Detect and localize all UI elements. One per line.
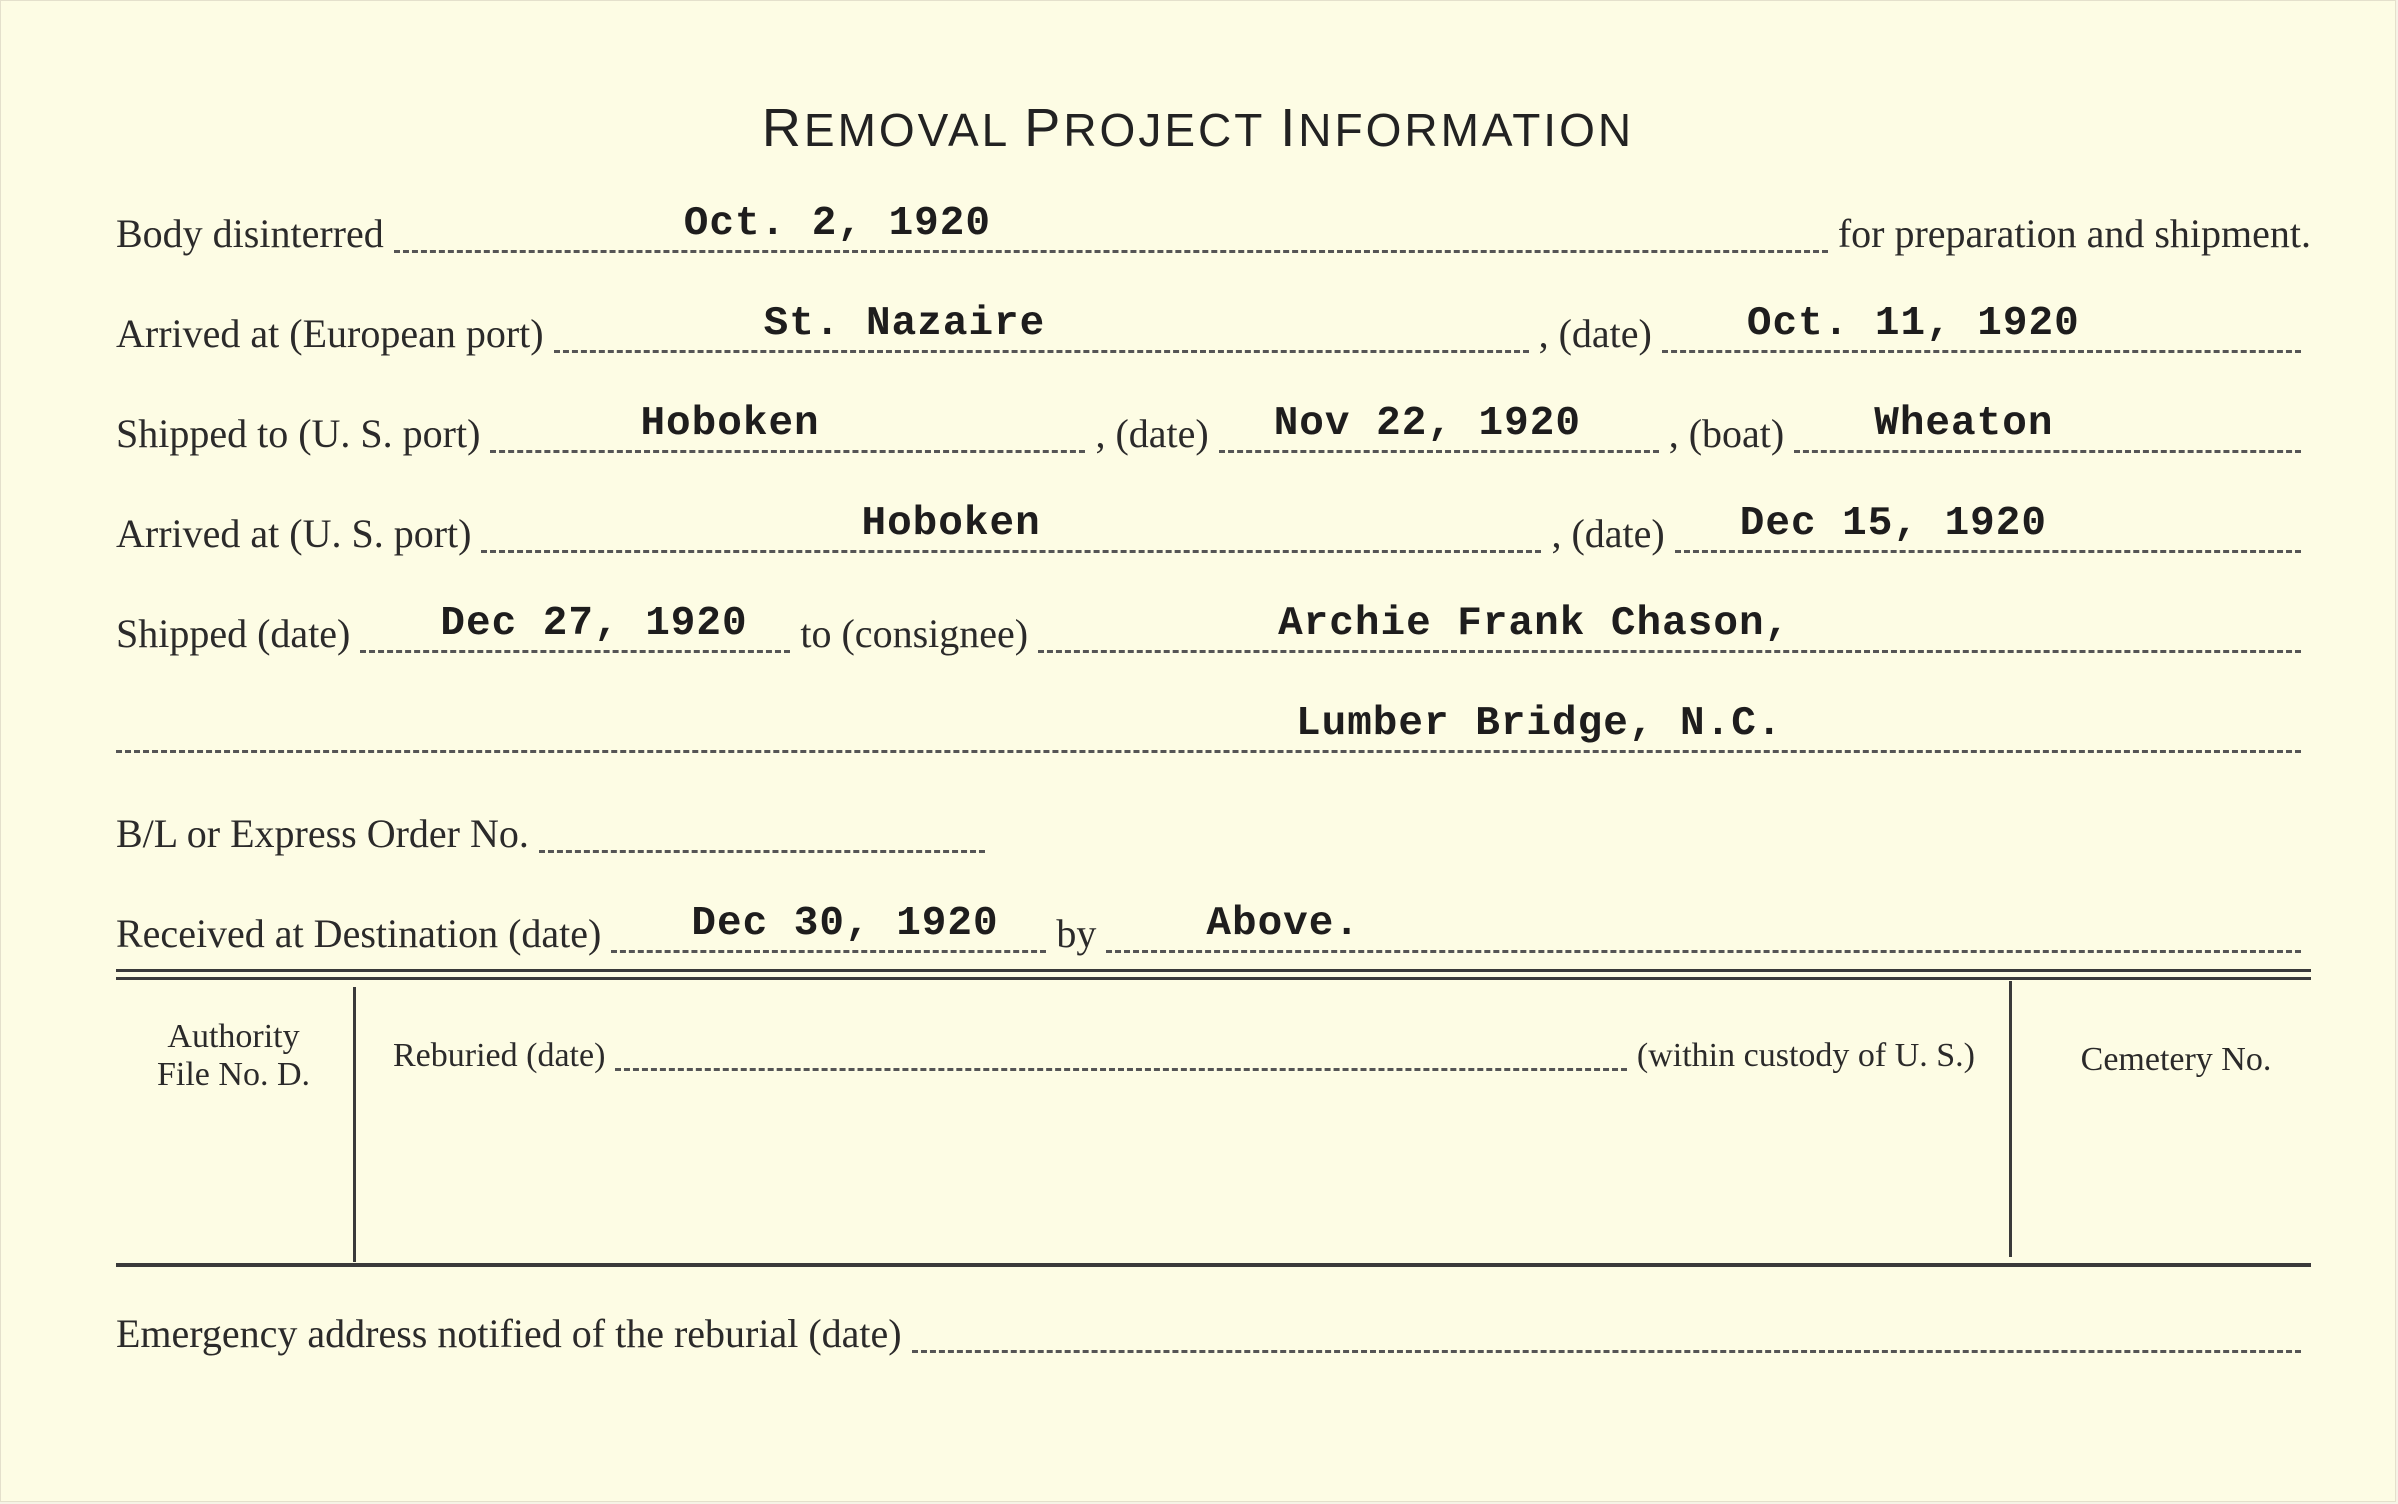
disinterred-field <box>394 201 1828 261</box>
shipped-date-label: Shipped (date) <box>116 611 351 656</box>
received-by-field <box>1106 901 2301 961</box>
title-word: ROJECT <box>1063 104 1265 156</box>
cemetery-no-label: Cemetery No. <box>2080 1041 2272 1078</box>
arrived-eu-port: St. Nazaire <box>763 301 1046 347</box>
arrived-eu-date-label: , (date) <box>1538 311 1652 356</box>
title-initial: P <box>1024 98 1064 158</box>
reburied-label: Reburied (date) <box>393 1037 606 1074</box>
shipped-us-boat-label: , (boat) <box>1668 411 1785 456</box>
row-arrived-us-port <box>116 501 2311 561</box>
shipped-us-port: Hoboken <box>640 401 820 447</box>
disinterred-label: Body disinterred <box>116 211 384 256</box>
row-received-destination <box>116 901 2311 961</box>
shipped-us-date-label: , (date) <box>1095 411 1209 456</box>
shipped-us-boat-field <box>1794 401 2301 461</box>
shipped-us-boat: Wheaton <box>1874 401 2054 447</box>
row-shipped-consignee <box>116 601 2311 661</box>
title-initial: I <box>1280 98 1299 158</box>
emergency-date-field <box>912 1301 2301 1361</box>
received-by-label: by <box>1056 911 1097 956</box>
shipped-us-date: Nov 22, 1920 <box>1273 401 1581 447</box>
row-shipped-us-port <box>116 401 2311 461</box>
arrived-us-label: Arrived at (U. S. port) <box>116 511 472 556</box>
address-field <box>116 701 2301 761</box>
lower-section-rule <box>116 1263 2311 1267</box>
shipped-us-date-field <box>1219 401 1659 461</box>
arrived-us-date: Dec 15, 1920 <box>1739 501 2047 547</box>
received-by: Above. <box>1206 901 1360 947</box>
row-reburied <box>393 1031 1975 1079</box>
authority-line-2: File No. D. <box>157 1056 310 1093</box>
disinterred-suffix: for preparation and shipment. <box>1837 211 2311 256</box>
received-date-field <box>611 901 1046 961</box>
row-bl-order <box>116 801 995 861</box>
shipped-date-field <box>360 601 790 661</box>
consignee-address: Lumber Bridge, N.C. <box>1296 701 1783 747</box>
arrived-us-date-field <box>1675 501 2301 561</box>
row-consignee-address <box>116 701 2311 761</box>
shipped-us-label: Shipped to (U. S. port) <box>116 411 481 456</box>
authority-line-1: Authority <box>167 1018 300 1055</box>
title-word: NFORMATION <box>1298 104 1635 156</box>
authority-file-label <box>121 1018 346 1094</box>
arrived-us-port-field <box>481 501 1541 561</box>
arrived-eu-date-field <box>1662 301 2301 361</box>
disinterred-date: Oct. 2, 1920 <box>683 201 991 247</box>
received-label: Received at Destination (date) <box>116 911 602 956</box>
shipped-date: Dec 27, 1920 <box>440 601 748 647</box>
arrived-eu-date: Oct. 11, 1920 <box>1746 301 2080 347</box>
title-initial: R <box>761 98 804 158</box>
row-emergency-address <box>116 1301 2311 1361</box>
consignee-name: Archie Frank Chason, <box>1278 601 1791 647</box>
consignee-field <box>1038 601 2301 661</box>
shipped-us-port-field <box>490 401 1085 461</box>
row-body-disinterred <box>116 201 2311 261</box>
divider-rule-bottom <box>116 977 2311 980</box>
consignee-label: to (consignee) <box>800 611 1029 656</box>
bl-label: B/L or Express Order No. <box>116 811 529 856</box>
emergency-label: Emergency address notified of the reburial (date) <box>116 1311 902 1356</box>
custody-label: (within custody of U. S.) <box>1636 1037 1975 1074</box>
vertical-rule-left <box>353 987 356 1262</box>
vertical-rule-right <box>2009 981 2012 1257</box>
arrived-us-date-label: , (date) <box>1551 511 1665 556</box>
received-date: Dec 30, 1920 <box>691 901 999 947</box>
arrived-eu-label: Arrived at (European port) <box>116 311 544 356</box>
divider-rule-top <box>116 969 2311 972</box>
bl-field <box>539 801 985 861</box>
arrived-eu-port-field <box>554 301 1529 361</box>
reburied-date-field <box>615 1031 1627 1079</box>
row-arrived-european-port <box>116 301 2311 361</box>
arrived-us-port: Hoboken <box>861 501 1041 547</box>
form-title <box>1 97 2395 159</box>
title-word: EMOVAL <box>803 104 1009 156</box>
